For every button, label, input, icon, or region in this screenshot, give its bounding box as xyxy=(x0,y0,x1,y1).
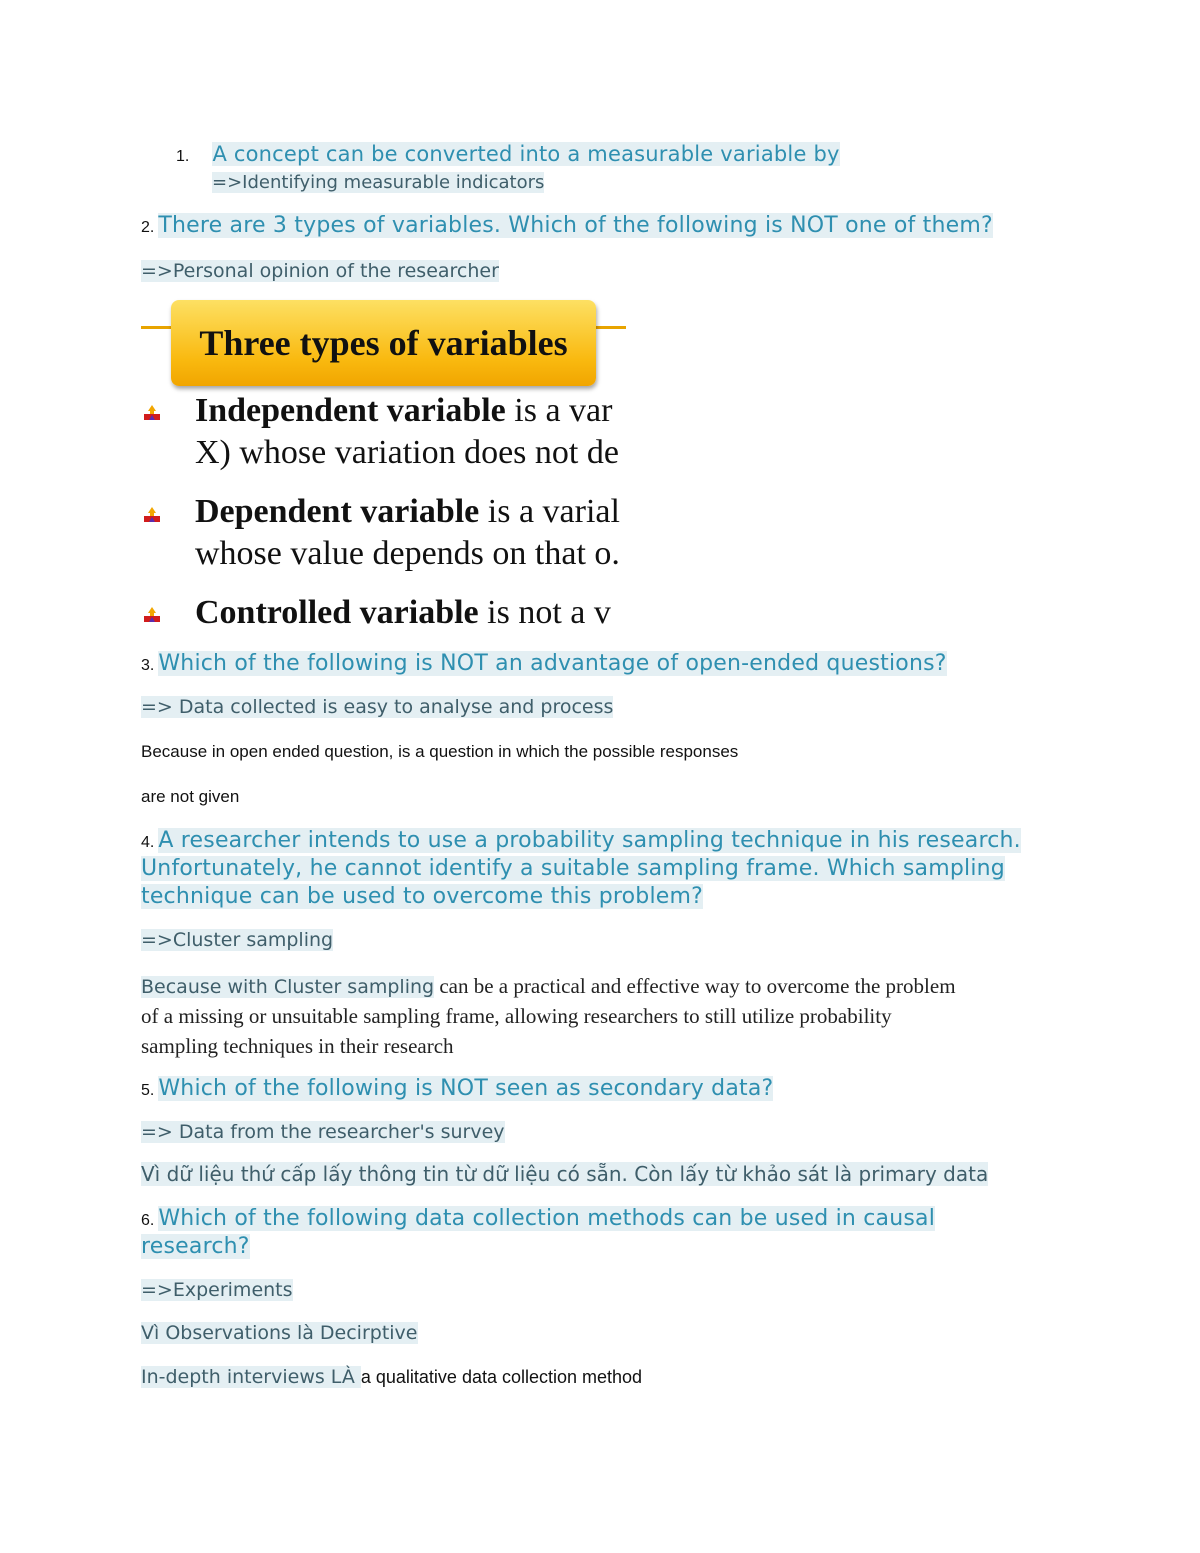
slide-item-independent xyxy=(195,390,619,474)
question-6-line2 xyxy=(141,1234,250,1259)
slide-title: Three types of variables xyxy=(171,300,596,386)
question-3 xyxy=(141,651,947,676)
bullet-arrow-icon xyxy=(141,604,163,626)
answer-1 xyxy=(212,172,544,193)
explanation-text: Vì Observations là Decirptive xyxy=(141,1322,418,1344)
question-text-line1: A researcher intends to use a probability sampling technique in his research. xyxy=(158,828,1021,853)
slide-item-term: Controlled variable xyxy=(195,594,479,631)
question-text: Which of the following is NOT an advantage of open-ended questions? xyxy=(158,651,947,676)
answer-text: => Data collected is easy to analyse and process xyxy=(141,696,614,718)
question-number: 4. xyxy=(141,834,155,851)
question-text-line2: research? xyxy=(141,1234,250,1259)
explanation-4-line3: sampling techniques in their research xyxy=(141,1034,454,1058)
answer-text: =>Experiments xyxy=(141,1279,293,1301)
answer-2 xyxy=(141,260,499,282)
explanation-text: a qualitative data collection method xyxy=(360,1367,643,1387)
explanation-6b xyxy=(141,1366,642,1388)
slide-item-term: Dependent variable xyxy=(195,493,480,530)
explanation-text: can be a practical and effective way to overcome the problem xyxy=(434,974,956,998)
question-6 xyxy=(141,1206,935,1231)
question-number: 1. xyxy=(176,148,190,165)
explanation-text: Vì dữ liệu thứ cấp lấy thông tin từ dữ liệu có sẵn. Còn lấy từ khảo sát là primary data xyxy=(141,1162,989,1186)
answer-3 xyxy=(141,696,613,718)
slide-item-line2: whose value depends on that o. xyxy=(195,535,620,572)
answer-4 xyxy=(141,929,333,951)
question-4-line2 xyxy=(141,856,1005,881)
explanation-3a: Because in open ended question, is a question in which the possible responses xyxy=(141,742,739,761)
answer-text: => Data from the researcher's survey xyxy=(141,1121,505,1143)
explanation-6a xyxy=(141,1322,418,1344)
question-number: 3. xyxy=(141,657,155,674)
slide-rule-right xyxy=(596,326,626,329)
slide-item-rest: is a var xyxy=(505,392,613,429)
answer-text: =>Cluster sampling xyxy=(141,929,334,951)
question-text-line1: Which of the following data collection methods can be used in causal xyxy=(158,1206,936,1231)
slide-item-rest: is not a v xyxy=(478,594,611,631)
question-5 xyxy=(141,1076,773,1101)
bullet-arrow-icon xyxy=(141,504,163,526)
question-4 xyxy=(141,828,1021,853)
question-2 xyxy=(141,213,993,238)
slide-item-line2: X) whose variation does not de xyxy=(195,434,619,471)
question-1 xyxy=(176,142,840,166)
question-text: Which of the following is NOT seen as secondary data? xyxy=(158,1076,774,1101)
slide-item-dependent xyxy=(195,491,620,575)
question-number: 5. xyxy=(141,1082,155,1099)
explanation-4-line1 xyxy=(141,974,956,999)
explanation-highlight: In-depth interviews LÀ xyxy=(141,1366,361,1388)
question-text: A concept can be converted into a measurable variable by xyxy=(212,142,840,166)
explanation-highlight: Because with Cluster sampling xyxy=(141,976,435,998)
question-text: There are 3 types of variables. Which of the following is NOT one of them? xyxy=(158,213,993,238)
question-text-line3: technique can be used to overcome this problem? xyxy=(141,884,704,909)
slide-item-term: Independent variable xyxy=(195,392,506,429)
variables-slide-image xyxy=(141,298,626,633)
slide-item-controlled xyxy=(195,592,611,633)
question-number: 2. xyxy=(141,219,155,236)
question-text-line2: Unfortunately, he cannot identify a suitable sampling frame. Which sampling xyxy=(141,856,1005,881)
answer-6 xyxy=(141,1279,293,1301)
answer-5 xyxy=(141,1121,505,1143)
question-4-line3 xyxy=(141,884,703,909)
explanation-4-line2: of a missing or unsuitable sampling frame, allowing researchers to still utilize probability xyxy=(141,1004,892,1028)
bullet-arrow-icon xyxy=(141,402,163,424)
question-number: 6. xyxy=(141,1212,155,1229)
explanation-3b: are not given xyxy=(141,787,240,806)
explanation-5 xyxy=(141,1162,988,1186)
answer-text: =>Identifying measurable indicators xyxy=(212,172,545,193)
slide-item-rest: is a varial xyxy=(479,493,620,530)
slide-rule-left xyxy=(141,326,171,329)
answer-text: =>Personal opinion of the researcher xyxy=(141,260,499,282)
